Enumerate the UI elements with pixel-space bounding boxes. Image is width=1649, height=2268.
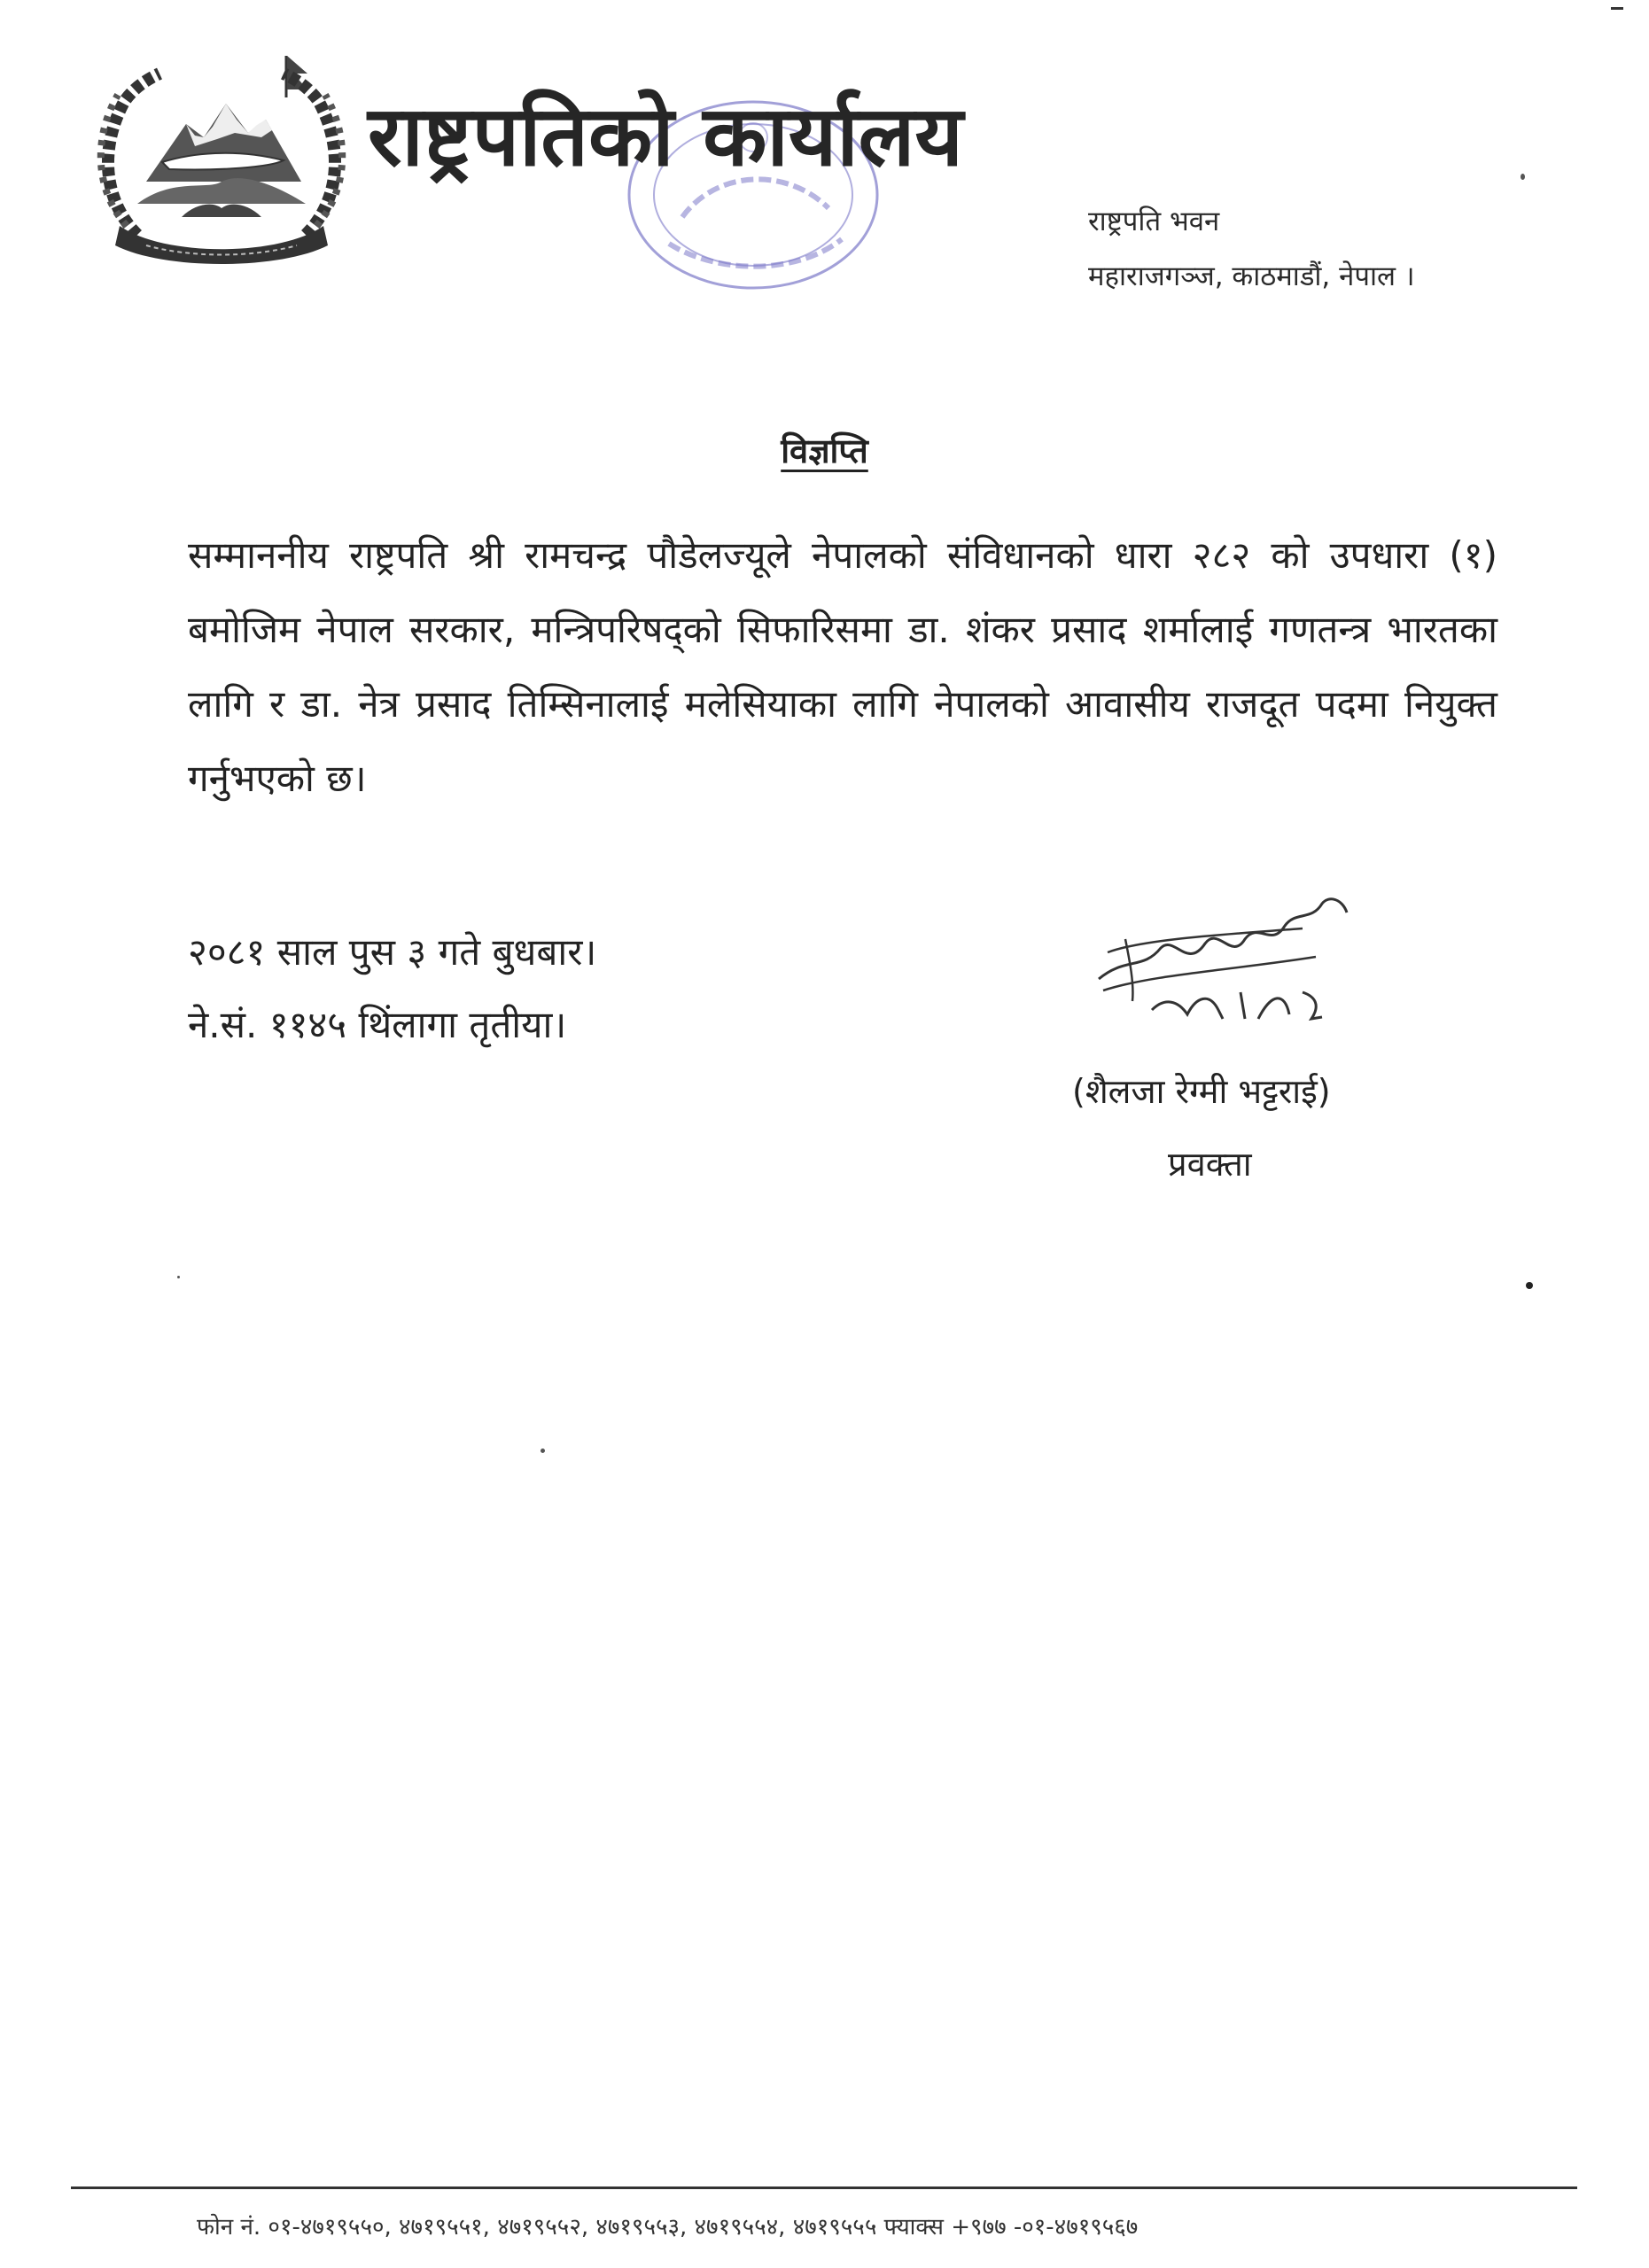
footer-divider [71,2186,1577,2189]
date-bikram-sambat: २०८१ साल पुस ३ गते बुधबार। [188,930,597,974]
address-line-building: राष्ट्रपति भवन [1088,206,1220,237]
signatory-name: (शैलजा रेग्मी भट्टराई) [1072,1072,1331,1111]
notice-heading-text: विज्ञप्ति [781,431,868,470]
scan-speck [1526,1282,1533,1289]
signatory-title: प्रवक्ता [1168,1145,1252,1184]
scan-edge-mark [1611,7,1623,10]
scan-speck [1521,174,1525,180]
scan-speck [541,1449,545,1453]
footer-contact-info: फोन नं. ०१-४७१९५५०, ४७१९५५१, ४७१९५५२, ४७१९५५३, ४७१९५५४, ४७१९५५५ फ्याक्स +९७७ -०१-४७१९५६७ [197,2214,1139,2241]
handwritten-signature-icon [1090,886,1356,1037]
nepal-coat-of-arms-icon [84,49,359,270]
scan-speck [177,1276,180,1278]
notice-heading [0,427,1649,473]
office-title: राष्ट्रपतिको कार्यालय [368,89,963,185]
notice-body: सम्माननीय राष्ट्रपति श्री रामचन्द्र पौडेलज्यूले नेपालको संविधानको धारा २८२ को उपधारा (१) बमोजिम नेपाल सरकार, मन्त्रिपरिषद्को सिफारिसमा डा. शंकर प्रसाद शर्मालाई गणतन्त्र भारतका लागि र डा. नेत्र प्रसाद तिम्सिनालाई मलेसियाका लागि नेपालको आवासीय राजदूत पदमा नियुक्त गर्नुभएको छ। [188,533,1497,800]
date-nepal-sambat: ने.सं. ११४५ थिंलागा तृतीया। [188,1003,567,1046]
address-line-city: महाराजगञ्ज, काठमाडौं, नेपाल । [1088,260,1415,292]
